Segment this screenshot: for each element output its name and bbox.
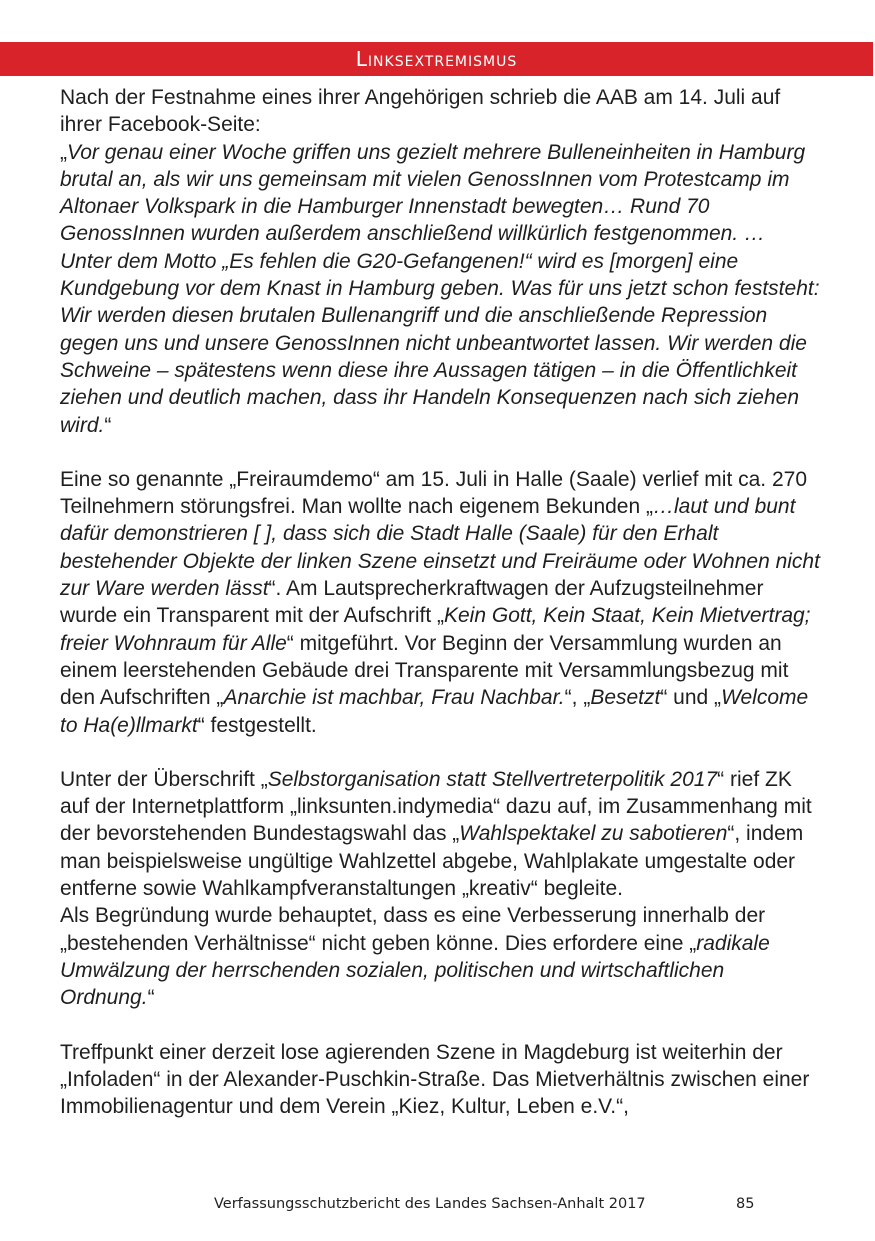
paragraph-text: Als Begründung wurde behauptet, dass es eine Verbesserung innerhalb der „bestehenden Verhältnisse“ nicht geben könne. Dies erfordere eine „ <box>60 904 766 955</box>
quoted-text: Welcome to Ha(e)llmarkt <box>60 686 809 737</box>
section-header-bar <box>0 42 873 76</box>
quoted-text: Wahlspektakel zu sabotieren <box>459 822 728 846</box>
quote-mark: „ <box>60 140 67 164</box>
paragraph-text: Nach der Festnahme eines ihrer Angehörigen schrieb die AAB am 14. Juli auf ihrer Facebook-Seite: <box>60 86 781 137</box>
paragraph-text: Eine so genannte „Freiraumdemo“ am 15. Juli in Halle (Saale) verlief mit ca. 270 Teilnehmern störungsfrei. Man wollte nach eigenem Bekunden „ <box>60 467 808 519</box>
quoted-text: radikale Umwälzung der herrschenden sozialen, politischen und wirtschaftlichen Ordnung. <box>60 931 770 1010</box>
paragraph-text: “, indem man beispielsweise ungültige Wahlzettel abgebe, Wahlplakate umgestalte oder entferne sowie Wahlkampfveranstaltungen „kreativ“ begleite. <box>60 822 804 901</box>
quoted-text: …laut und bunt dafür demonstrieren [ ], dass sich die Stadt Halle (Saale) für den Erhalt bestehender Objekte der linken Szene einsetzt und Freiräume oder Wohnen nicht zur Ware werden lässt <box>60 495 820 601</box>
quoted-text: Selbstorganisation statt Stellvertreterpolitik 2017 <box>267 767 718 791</box>
paragraph-text: Unter der Überschrift „ <box>60 767 268 791</box>
page-number: 85 <box>736 1196 755 1212</box>
paragraph-text: “ <box>147 986 155 1010</box>
section-title: Linksextremismus <box>355 47 518 71</box>
paragraph-text: Treffpunkt einer derzeit lose agierenden Szene in Magdeburg ist weiterhin der „Infoladen“ in der Alexander-Puschkin-Straße. Das Mietverhältnis zwischen einer Immobilienagentur und dem Verein „Kiez, Kultur, Leben e.V.“, <box>60 1040 810 1119</box>
paragraph-text: “, „ <box>564 686 591 710</box>
quoted-text: Besetzt <box>590 686 661 710</box>
paragraph-freiraumdemo <box>60 466 820 739</box>
quoted-text: Anarchie ist machbar, Frau Nachbar. <box>223 686 565 710</box>
paragraph-text: “ und „ <box>660 686 722 710</box>
paragraph-begruendung <box>60 902 820 1011</box>
quoted-text: Vor genau einer Woche griffen uns gezielt mehrere Bulleneinheiten in Hamburg brutal an, als wir uns gemeinsam mit vielen GenossInnen vom Protestcamp im Altonaer Volkspark in die Hamburger Innenstadt bewegten… Rund 70 GenossInnen wurden außerdem anschließend willkürlich festgenommen. … Unter dem Motto „Es fehlen die G20-Gefangenen!“ wird es [morgen] eine Kundgebung vor dem Knast in Hamburg geben. Was für uns jetzt schon feststeht: Wir werden diesen brutalen Bullenangriff und die anschließende Repression gegen uns und unsere GenossInnen nicht unbeantwortet lassen. Wir werden die Schweine – spätestens wenn diese ihre Aussagen tätigen – in die Öffentlichkeit ziehen und deutlich machen, dass ihr Handeln Konsequenzen nach sich ziehen wird. <box>60 140 820 437</box>
paragraph-magdeburg <box>60 1039 820 1121</box>
quote-mark: “ <box>104 413 112 437</box>
paragraph-text: “ rief ZK auf der Internetplattform „linksunten.indymedia“ dazu auf, im Zusammenhang mit der bevorstehenden Bundestagswahl das „ <box>60 767 812 846</box>
page-body <box>60 84 820 1120</box>
paragraph-text: “ mitgeführt. Vor Beginn der Versammlung wurden an einem leerstehenden Gebäude drei Transparente mit Versammlungsbezug mit den Aufschriften „ <box>60 631 789 710</box>
paragraph-selbstorganisation <box>60 766 820 902</box>
quoted-text: Kein Gott, Kein Staat, Kein Mietvertrag; freier Wohnraum für Alle <box>60 604 811 655</box>
footer-publication-title: Verfassungsschutzbericht des Landes Sachsen-Anhalt 2017 <box>214 1196 646 1212</box>
page-footer <box>0 1196 875 1216</box>
paragraph-text: “ festgestellt. <box>197 713 317 737</box>
paragraph-facebook-quote <box>60 84 820 439</box>
paragraph-text: “. Am Lautsprecherkraftwagen der Aufzugsteilnehmer wurde ein Transparent mit der Aufschrift „ <box>60 577 764 628</box>
